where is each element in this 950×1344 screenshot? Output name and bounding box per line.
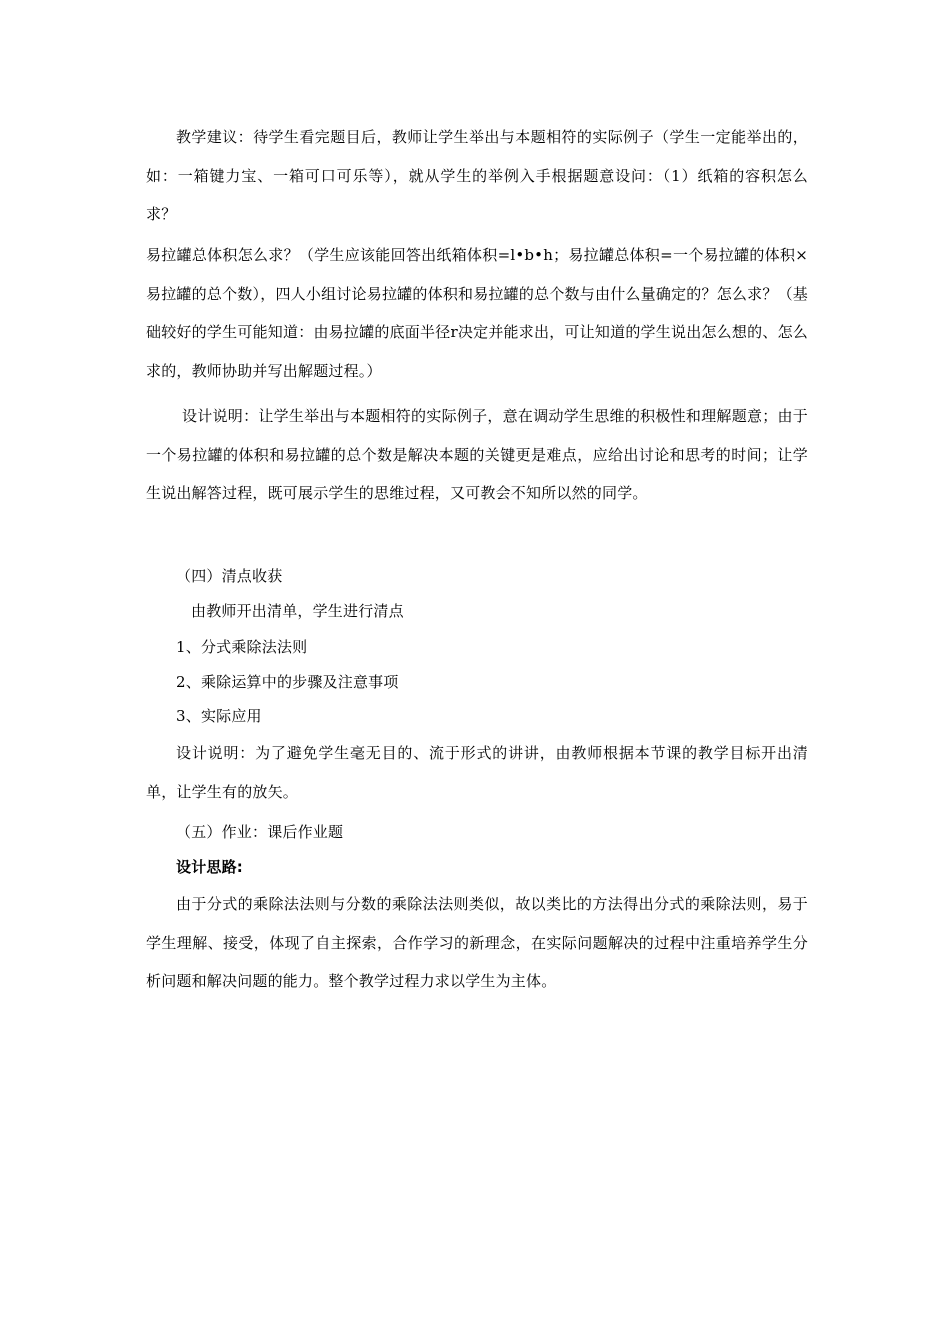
section-5-heading: （五）作业：课后作业题 (176, 823, 344, 841)
section-4-intro: 由教师开出清单，学生进行清点 (191, 602, 404, 620)
design-note-paragraph: 设计说明：让学生举出与本题相符的实际例子，意在调动学生思维的积极性和理解题意；由于一个易拉罐的体积和易拉罐的总个数是解决本题的关键更是难点，应给出讨论和思考的时间；让学生说出解答过程，既可展示学生的思维过程，又可教会不知所以然的同学。 (146, 407, 808, 502)
section-4-heading: （四）清点收获 (176, 567, 283, 585)
design-thinking-heading: 设计思路: (176, 858, 243, 876)
list-item: 1、分式乘除法法则 (176, 638, 308, 656)
list-item: 2、乘除运算中的步骤及注意事项 (176, 673, 399, 691)
list-item: 3、实际应用 (176, 707, 262, 725)
can-volume-question-paragraph: 易拉罐总体积怎么求？（学生应该能回答出纸箱体积=l•b•h；易拉罐总体积=一个易拉罐的体积×易拉罐的总个数），四人小组讨论易拉罐的体积和易拉罐的总个数与由什么量确定的？怎么求？（基础较好的学生可能知道：由易拉罐的底面半径r决定并能求出，可让知道的学生说出怎么想的、怎么求的，教师协助并写出解题过程。） (146, 246, 808, 380)
design-thinking-paragraph: 由于分式的乘除法法则与分数的乘除法法则类似，故以类比的方法得出分式的乘除法则，易于学生理解、接受，体现了自主探索，合作学习的新理念，在实际问题解决的过程中注重培养学生分析问题和解决问题的能力。整个教学过程力求以学生为主体。 (146, 895, 808, 990)
design-note-2-paragraph: 设计说明：为了避免学生毫无目的、流于形式的讲讲，由教师根据本节课的教学目标开出清单，让学生有的放矢。 (146, 744, 808, 801)
teaching-suggestion-paragraph: 教学建议：待学生看完题目后，教师让学生举出与本题相符的实际例子（学生一定能举出的，如：一箱键力宝、一箱可口可乐等），就从学生的举例入手根据题意设问：（1）纸箱的容积怎么求？ (146, 128, 808, 223)
